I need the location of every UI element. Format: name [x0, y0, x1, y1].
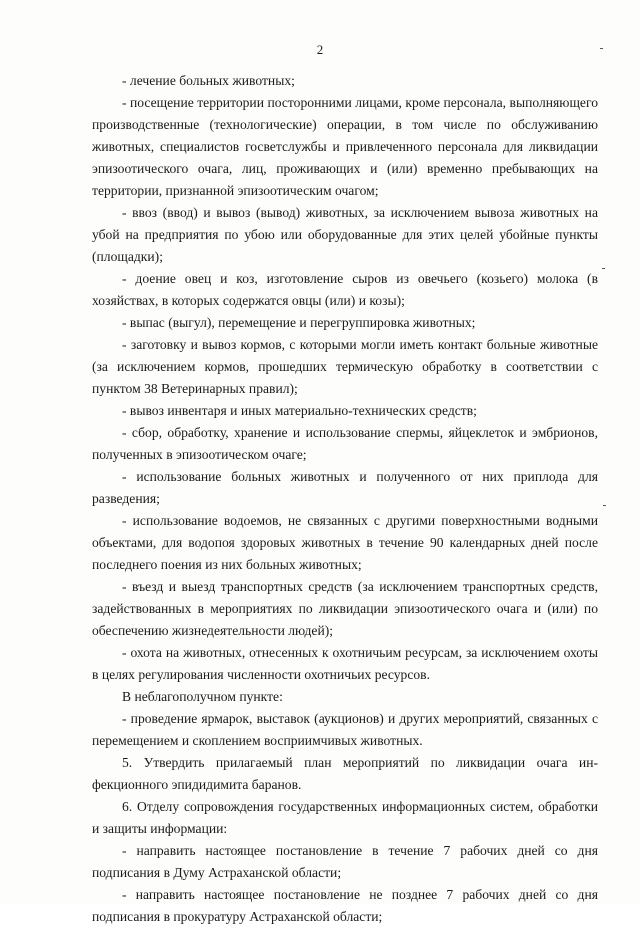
- paragraph: - использование водоемов, не связанных с другими поверхностными водными объектами, для водопоя здоровых животных в течение 90 календарных дней после последнего поения из них больных животных;: [92, 513, 598, 572]
- paragraph: - въезд и выезд транспортных средств (за исключением транспортных средств, задействованных в мероприятиях по ликвидации эпизоотического очага и (или) по обеспечению жизнедеятельности людей);: [92, 579, 598, 638]
- document-body: [92, 70, 598, 928]
- paragraph: 6. Отделу сопровождения государственных информационных систем, обработки и защиты информации:: [92, 799, 598, 836]
- paragraph: - выпас (выгул), перемещение и перегруппировка животных;: [122, 315, 476, 330]
- paragraph: - охота на животных, отнесенных к охотничьим ресурсам, за исключением охоты в целях регулирования численности охотничьих ресурсов.: [92, 645, 598, 682]
- paragraph: - направить настоящее постановление не позднее 7 рабочих дней со дня подписания в прокуратуру Астраханской области;: [92, 887, 598, 924]
- scan-speck: [602, 268, 605, 269]
- paragraph: - сбор, обработку, хранение и использование спермы, яйцеклеток и эмбрионов, полученных в эпизоотическом очаге;: [92, 425, 598, 462]
- paragraph: - использование больных животных и полученного от них приплода для разведения;: [92, 469, 598, 506]
- page-number: 2: [316, 42, 324, 57]
- paragraph: - доение овец и коз, изготовление сыров из овечьего (козьего) молока (в хозяйствах, в которых содержатся овцы (или) и козы);: [92, 271, 598, 308]
- paragraph: - заготовку и вывоз кормов, с которыми могли иметь контакт больные животные (за исключением кормов, прошедших термическую обработку в соответствии с пунктом 38 Ветеринарных правил);: [92, 337, 598, 396]
- paragraph: - направить настоящее постановление в течение 7 рабочих дней со дня подписания в Думу Астраханской области;: [92, 843, 598, 880]
- paragraph: - вывоз инвентаря и иных материально-технических средств;: [122, 403, 477, 418]
- paragraph: - ввоз (ввод) и вывоз (вывод) животных, за исключением вывоза животных на убой на предприятия по убою или оборудованные для этих целей убойные пункты (площадки);: [92, 205, 598, 264]
- paragraph: - проведение ярмарок, выставок (аукционов) и других мероприятий, связанных с перемещением и скоплением восприимчивых животных.: [92, 711, 598, 748]
- paragraph: В неблагополучном пункте:: [122, 689, 283, 704]
- paragraph: - лечение больных животных;: [122, 73, 295, 88]
- paragraph: - посещение территории посторонними лицами, кроме персонала, выполняющего производственные (технологические) операции, в том числе по обслуживанию животных, специалистов госветслужбы и привлеченного персонала для ликвидации эпизоотического очага, лиц, проживающих и (или) временно пребывающих на территории, признанной эпизоотическим очагом;: [92, 95, 598, 198]
- scan-speck: [603, 505, 606, 506]
- scan-speck: [600, 48, 603, 49]
- paragraph: 5. Утвердить прилагаемый план мероприятий по ликвидации очага инфекционного эпидидимита баранов.: [92, 755, 598, 792]
